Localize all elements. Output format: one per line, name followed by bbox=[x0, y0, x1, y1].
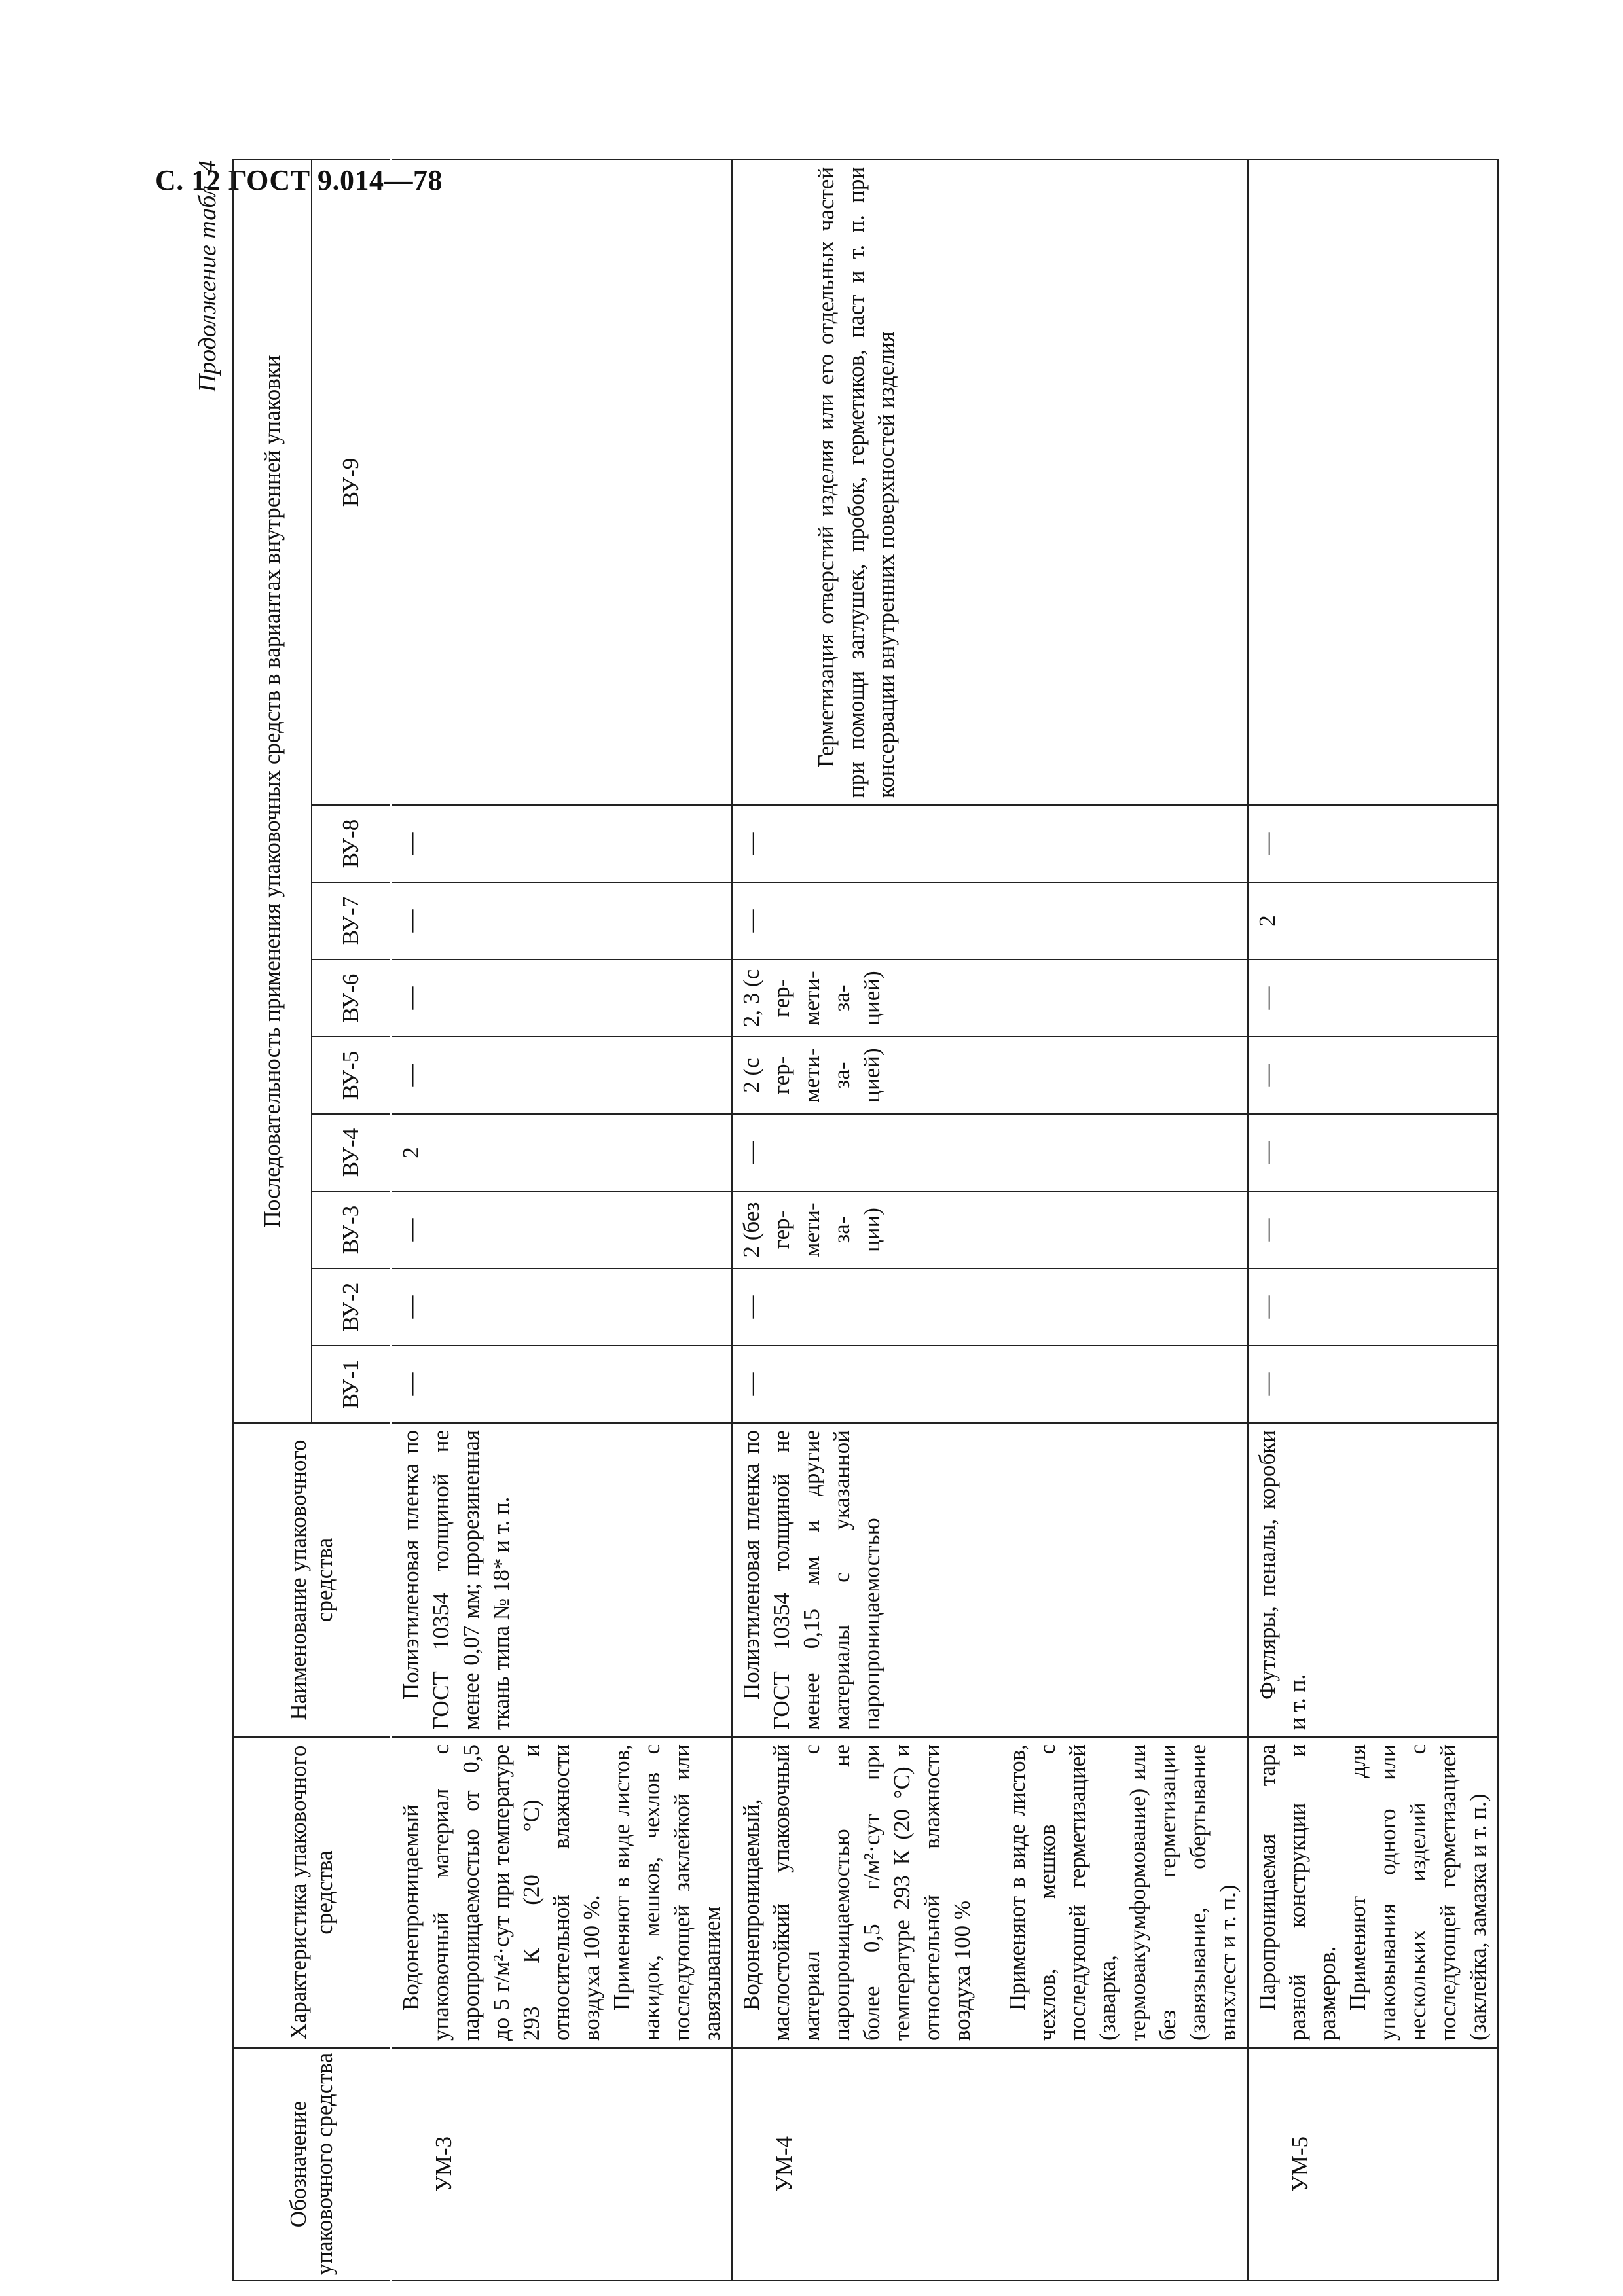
header-sequence: Последовательность применения упаковочных средств в вариантах внутренней упаковки bbox=[233, 160, 312, 1423]
row-characteristic bbox=[391, 1737, 732, 2048]
variant-cell: — bbox=[732, 882, 1248, 960]
header-characteristic: Характеристика упаковочного средства bbox=[233, 1737, 391, 2048]
row-code: УМ-5 bbox=[1248, 2048, 1498, 2280]
row-code: УМ-3 bbox=[391, 2048, 732, 2280]
row-code: УМ-4 bbox=[732, 2048, 1248, 2280]
row-name: Футляры, пеналы, коробки и т. п. bbox=[1248, 1423, 1498, 1737]
header-name: Наименование упаковочного средства bbox=[233, 1423, 391, 1737]
row-name: Полиэтиленовая пленка по ГОСТ 10354 толщиной не менее 0,15 мм и другие материалы с указанной паропроницаемостью bbox=[732, 1423, 1248, 1737]
variant-cell: — bbox=[1248, 1037, 1498, 1114]
row-name: Полиэтиленовая пленка по ГОСТ 10354 толщиной не менее 0,07 мм; прорезиненная ткань типа № 18* и т. п. bbox=[391, 1423, 732, 1737]
header-variant: ВУ-6 bbox=[312, 960, 391, 1037]
table-row bbox=[1248, 160, 1498, 2280]
variant-cell: — bbox=[732, 1114, 1248, 1191]
header-variant: ВУ-9 bbox=[312, 160, 391, 805]
variant-cell: — bbox=[732, 1346, 1248, 1423]
variant-cell: — bbox=[1248, 1268, 1498, 1346]
characteristic-usage: Применяют для упаковывания одного или нескольких изделий с последующей герметизацией (заклейка, замазка и т. п.) bbox=[1345, 1744, 1491, 2041]
header-variant: ВУ-7 bbox=[312, 882, 391, 960]
characteristic-text: Водонепроницаемый, маслостойкий упаковочный материал с паропроницаемостью не более 0,5 г/м²·сут при температуре 293 К (20 °С) и относительной влажности воздуха 100 % bbox=[739, 1744, 975, 2041]
row-characteristic bbox=[1248, 1737, 1498, 2048]
variant-cell: — bbox=[391, 882, 732, 960]
table-caption: Продолжение табл. 4 bbox=[194, 160, 221, 393]
row-characteristic bbox=[732, 1737, 1248, 2048]
variant-cell: — bbox=[732, 1268, 1248, 1346]
header-variant: ВУ-3 bbox=[312, 1191, 391, 1268]
variant-cell: — bbox=[1248, 1346, 1498, 1423]
variant-cell: — bbox=[391, 1268, 732, 1346]
variant-cell: 2 bbox=[391, 1114, 732, 1191]
variant-cell: 2 (без гер- мети- за- ции) bbox=[732, 1191, 1248, 1268]
header-variant: ВУ-8 bbox=[312, 805, 391, 882]
characteristic-text: Паропроницаемая тара разной конструкции и размеров. bbox=[1254, 1744, 1340, 2041]
variant-cell: 2, 3 (с гер- мети- за- цией) bbox=[732, 960, 1248, 1037]
variant-cell: — bbox=[391, 805, 732, 882]
variant-cell: — bbox=[1248, 960, 1498, 1037]
header-variant: ВУ-2 bbox=[312, 1268, 391, 1346]
header-designation: Обозначение упаковочного средства bbox=[233, 2048, 391, 2280]
table-row bbox=[391, 160, 732, 2280]
variant-cell: 2 (с гер- мети- за- цией) bbox=[732, 1037, 1248, 1114]
variant-cell: 2 bbox=[1248, 882, 1498, 960]
characteristic-usage: Применяют в виде листов, чехлов, мешков с последующей герметизацией (заварка, термовакуумформование) или без герметизации (завязывание, обертывание внахлест и т. п.) bbox=[1004, 1744, 1241, 2041]
header-variant: ВУ-5 bbox=[312, 1037, 391, 1114]
variant-cell bbox=[1248, 160, 1498, 805]
header-variant: ВУ-1 bbox=[312, 1346, 391, 1423]
characteristic-usage: Применяют в виде листов, накидок, мешков, чехлов с последующей заклейкой или завязыванием bbox=[609, 1744, 725, 2041]
variant-cell: — bbox=[732, 805, 1248, 882]
variant-cell: — bbox=[391, 1191, 732, 1268]
variant-cell: — bbox=[391, 960, 732, 1037]
variant-cell: — bbox=[391, 1037, 732, 1114]
variant-cell: — bbox=[391, 1346, 732, 1423]
variant-cell: — bbox=[1248, 1114, 1498, 1191]
page-header: С. 12 ГОСТ 9.014—78 bbox=[155, 164, 443, 196]
variant-cell bbox=[391, 160, 732, 805]
variant-cell: — bbox=[1248, 1191, 1498, 1268]
variant-cell: — bbox=[1248, 805, 1498, 882]
rotated-table-area bbox=[193, 160, 1491, 2281]
variant-cell: Герметизация отверстий изделия или его отдельных частей при помощи заглушек, пробок, герметиков, паст и т. п. при консервации внутренних поверхностей изделия bbox=[732, 160, 1248, 805]
header-variant: ВУ-4 bbox=[312, 1114, 391, 1191]
packaging-table bbox=[232, 159, 1499, 2281]
characteristic-text: Водонепроницаемый упаковочный материал с паропроницаемостью от 0,5 до 5 г/м²·сут при температуре 293 К (20 °С) и относительной влажности воздуха 100 %. bbox=[398, 1744, 604, 2041]
table-row bbox=[732, 160, 1248, 2280]
